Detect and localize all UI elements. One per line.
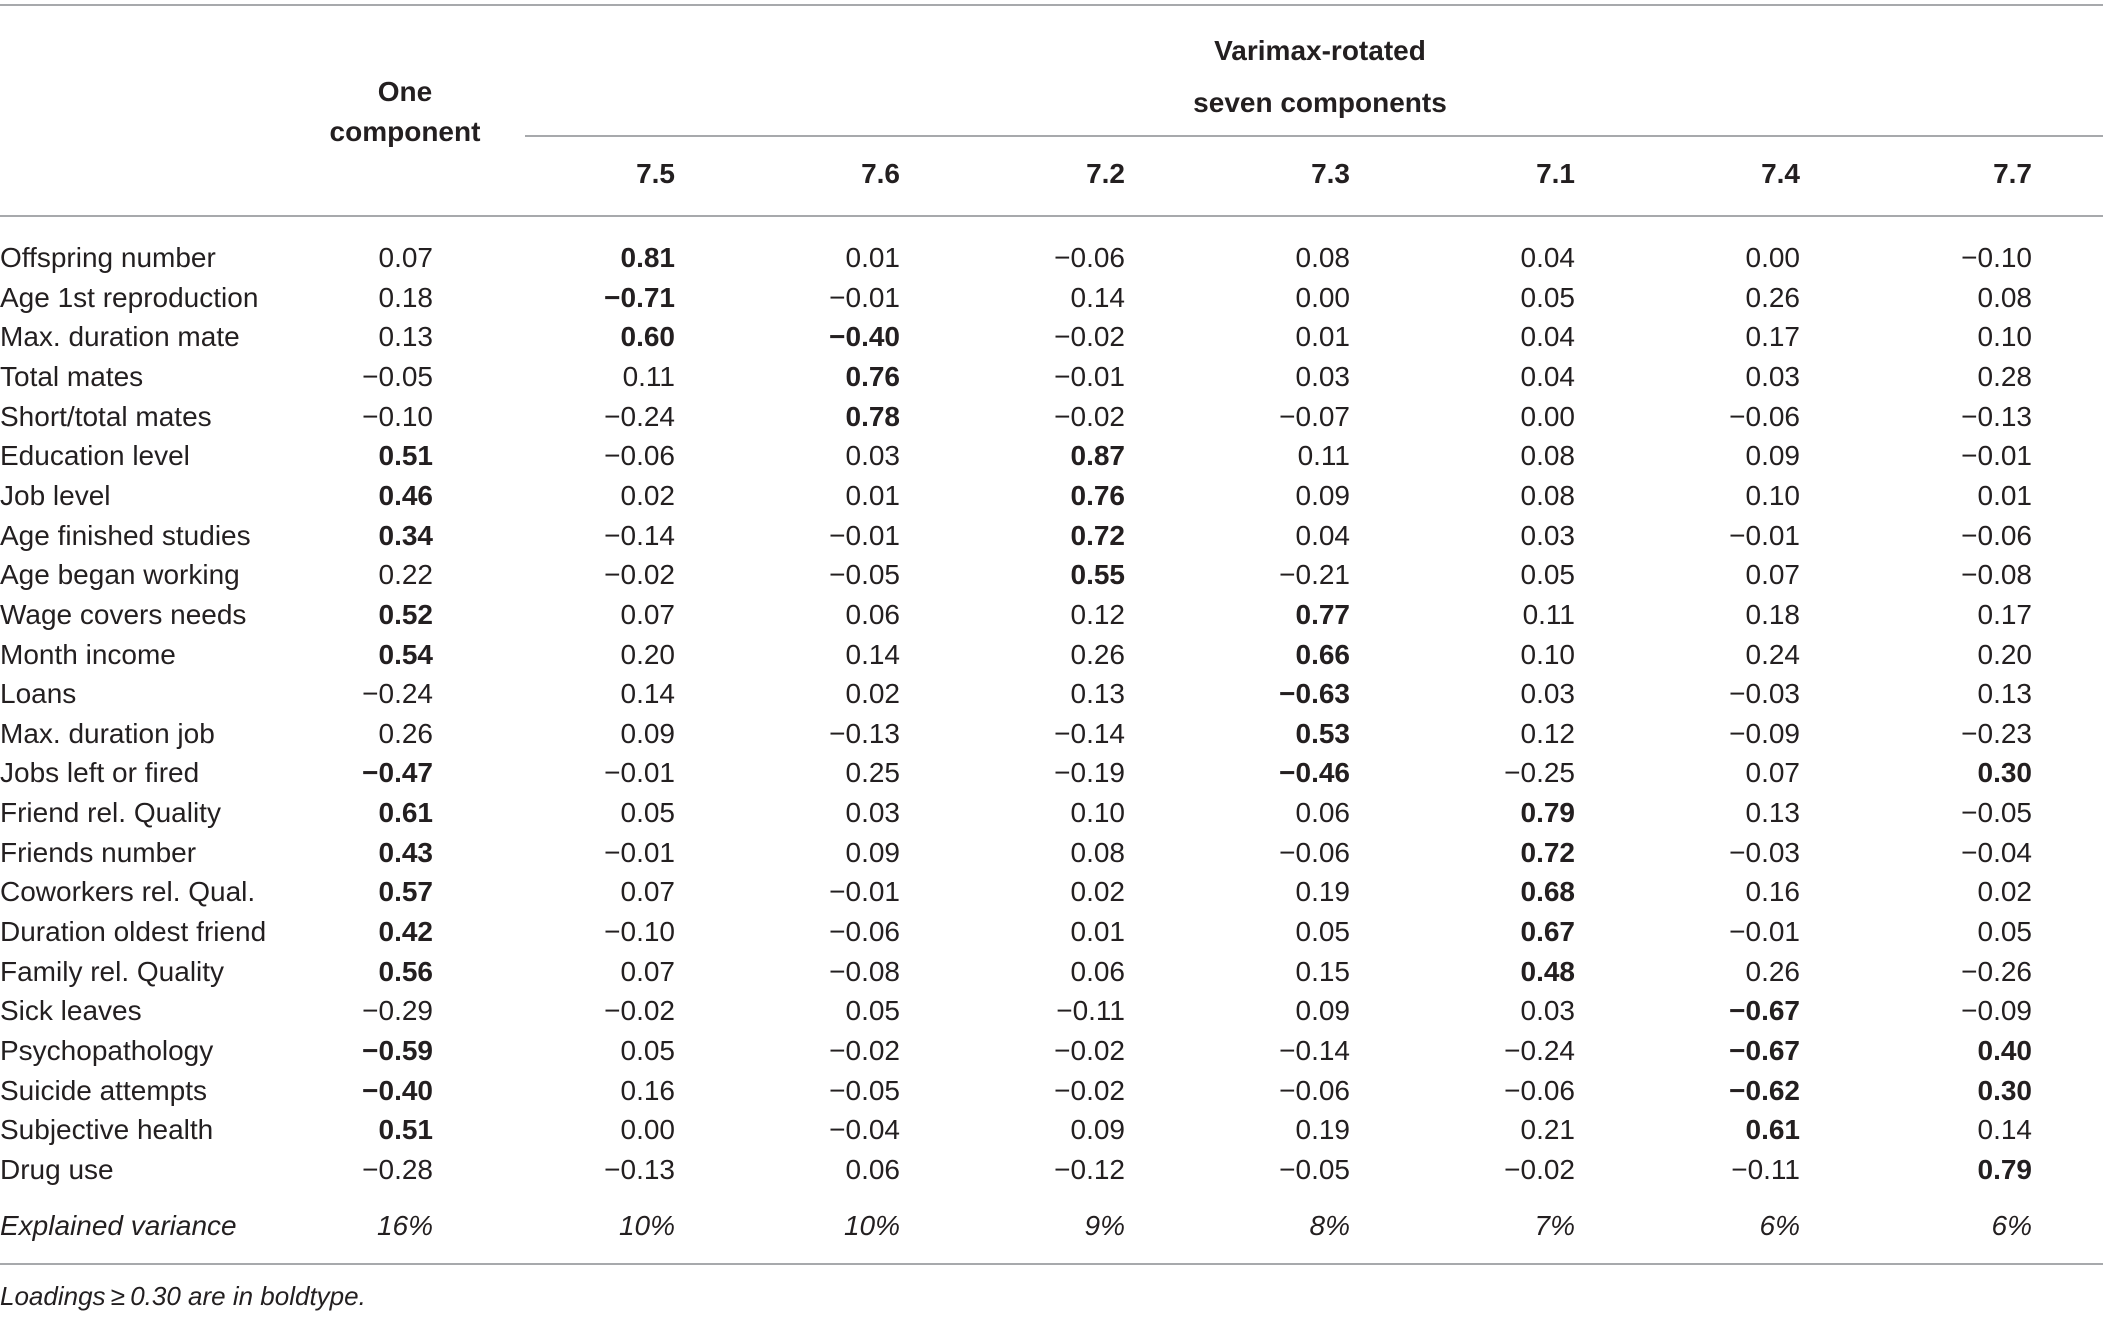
row-label: Short/total mates [0,400,212,432]
loading-cell: −0.62 [1729,1074,1800,1106]
row-label: Friend rel. Quality [0,797,221,829]
table-row [0,714,2103,754]
loading-cell: 0.06 [845,1153,900,1185]
loading-cell: 0.13 [1977,678,2032,710]
table-footnote: Loadings ≥ 0.30 are in boldtype. [0,1281,366,1311]
one-component-cell: 0.52 [378,598,433,630]
table-row [0,912,2103,952]
loading-cell: −0.04 [829,1114,900,1146]
loading-cell: 0.81 [620,242,675,273]
loading-cell: −0.02 [1054,400,1125,432]
loading-cell: −0.14 [1054,717,1125,749]
loading-cell: 0.09 [1070,1114,1125,1146]
loading-cell: 10% [843,1210,900,1241]
header-varimax-line1: Varimax-rotated [1214,35,1426,66]
row-label: Family rel. Quality [0,955,225,987]
loading-cell: 0.68 [1520,876,1575,908]
loading-cell: 0.14 [620,678,675,710]
loading-cell: 0.10 [1520,638,1575,670]
loading-cell: 0.04 [1520,321,1575,353]
loading-cell: 0.08 [1520,440,1575,472]
loading-cell: −0.05 [1279,1153,1350,1185]
one-component-cell: −0.24 [362,678,433,710]
loading-cell: 0.08 [1070,836,1125,868]
loading-cell: 7% [1534,1210,1575,1241]
loading-cell: 0.07 [1745,559,1800,591]
one-component-cell: −0.29 [362,995,433,1027]
col-head-7-6: 7.6 [861,158,900,189]
row-label: Job level [0,479,111,511]
loading-cell: 0.11 [622,360,675,392]
varimax-span-rule [525,135,2103,137]
table-row [0,753,2103,793]
loading-cell: 0.05 [620,1035,675,1066]
loading-cell: −0.02 [1054,1035,1125,1066]
loading-cell: 0.78 [845,400,900,432]
row-label: Age began working [0,559,240,591]
loading-cell: 0.01 [1070,916,1125,948]
loading-cell: 0.04 [1520,242,1575,273]
loading-cell: 0.14 [1977,1114,2032,1146]
loading-cell: −0.02 [1054,1074,1125,1106]
loading-cell: 0.05 [845,995,900,1027]
one-component-cell: −0.47 [362,757,433,789]
loading-cell: 0.28 [1977,360,2032,392]
loading-cell: −0.25 [1504,757,1575,789]
col-head-7-5: 7.5 [636,158,675,189]
table-row [0,516,2103,556]
loading-cell: 0.00 [620,1114,675,1146]
table-row [0,595,2103,635]
loading-cell: 0.61 [1745,1114,1800,1146]
loading-cell: −0.08 [1961,559,2032,591]
loading-cell: −0.03 [1729,836,1800,868]
col-head-7-3: 7.3 [1311,158,1350,189]
loading-cell: 0.00 [1520,400,1575,432]
loading-cell: 0.05 [1520,281,1575,313]
table-row [0,1071,2103,1111]
loading-cell: 0.03 [1520,995,1575,1027]
row-label: Duration oldest friend [0,916,267,948]
table-row [0,476,2103,516]
loading-cell: 0.79 [1520,797,1575,829]
loading-cell: −0.06 [1054,242,1125,273]
loading-cell: −0.01 [1054,360,1125,392]
loading-cell: −0.02 [604,995,675,1027]
table-row [0,397,2103,437]
loading-cell: 0.00 [1745,242,1800,273]
table-row [0,1110,2103,1150]
loading-cell: 0.25 [845,757,900,789]
one-component-cell: 0.42 [378,916,433,948]
loading-cell: 0.06 [845,598,900,630]
loading-cell: 0.01 [845,479,900,511]
one-component-cell: 0.57 [378,876,433,908]
loading-cell: 0.76 [1070,479,1125,511]
loading-cell: −0.23 [1961,717,2032,749]
loading-cell: −0.06 [1279,1074,1350,1106]
loading-cell: −0.11 [1731,1153,1800,1185]
row-label: Jobs left or fired [0,757,200,789]
table-row [0,872,2103,912]
loading-cell: −0.01 [1729,519,1800,551]
loading-cell: −0.01 [829,876,900,908]
loading-cell: 0.09 [620,717,675,749]
loading-cell: −0.71 [604,281,675,313]
loading-cell: −0.13 [829,717,900,749]
loading-cell: −0.13 [604,1153,675,1185]
loading-cell: −0.08 [829,955,900,987]
row-label: Max. duration mate [0,321,240,353]
loading-cell: 0.14 [1070,281,1125,313]
loading-cell: 0.02 [845,678,900,710]
one-component-cell: 0.43 [378,836,433,868]
one-component-cell: −0.59 [362,1035,433,1066]
table-row [0,436,2103,476]
one-component-cell: 0.07 [378,242,433,273]
loading-cell: −0.05 [829,559,900,591]
loading-cell: −0.02 [829,1035,900,1066]
loading-cell: 0.11 [1522,598,1575,630]
loading-cell: 0.11 [1297,440,1350,472]
header-one-line2: component [329,116,481,147]
loading-cell: 0.30 [1977,757,2032,789]
row-label: Sick leaves [0,995,142,1027]
loading-cell: 8% [1309,1210,1350,1241]
table-row [0,357,2103,397]
loading-cell: 0.09 [1295,995,1350,1027]
loading-cell: 0.72 [1070,519,1125,551]
row-label: Psychopathology [0,1035,214,1066]
table-row [0,674,2103,714]
loading-cell: 0.06 [1070,955,1125,987]
loading-cell: −0.07 [1279,400,1350,432]
loading-cell: −0.06 [1729,400,1800,432]
header-varimax [1120,25,1520,129]
loading-cell: 9% [1084,1210,1125,1241]
loading-cell: 0.12 [1520,717,1575,749]
loading-cell: 0.26 [1745,281,1800,313]
header-varimax-line2: seven components [1193,87,1447,118]
loading-cell: 0.08 [1977,281,2032,313]
loading-cell: −0.67 [1729,1035,1800,1066]
loading-cell: 0.16 [620,1074,675,1106]
one-component-cell: 0.54 [378,638,433,670]
loading-cell: 0.04 [1520,360,1575,392]
loading-cell: 10% [618,1210,675,1241]
one-component-cell: 0.13 [378,321,433,353]
loading-cell: 0.03 [1520,519,1575,551]
loading-cell: 0.04 [1295,519,1350,551]
loading-cell: 0.10 [1070,797,1125,829]
one-component-cell: 0.51 [378,440,433,472]
row-label: Coworkers rel. Qual. [0,876,256,908]
loading-cell: 0.16 [1745,876,1800,908]
loading-cell: 0.09 [1295,479,1350,511]
loading-cell: 0.87 [1070,440,1125,472]
row-label: Max. duration job [0,717,215,749]
one-component-cell: 0.26 [378,717,433,749]
loading-cell: 0.05 [1295,916,1350,948]
loading-cell: 0.48 [1520,955,1575,987]
loading-cell: −0.12 [1054,1153,1125,1185]
row-label: Age finished studies [0,519,251,551]
table-top-rule [0,4,2103,6]
row-label: Subjective health [0,1114,214,1146]
one-component-cell: −0.10 [362,400,433,432]
loading-cell: 0.19 [1295,1114,1350,1146]
loading-cell: 0.03 [1745,360,1800,392]
loading-cell: −0.01 [604,757,675,789]
loading-cell: 0.79 [1977,1153,2032,1185]
loading-cell: 0.12 [1070,598,1125,630]
loading-cell: 0.24 [1745,638,1800,670]
row-label: Month income [0,638,176,670]
loading-cell: −0.05 [1961,797,2032,829]
loading-cell: 0.08 [1520,479,1575,511]
row-label: Wage covers needs [0,598,247,630]
loading-cell: −0.06 [604,440,675,472]
loading-cell: −0.13 [1961,400,2032,432]
loading-cell: 0.76 [845,360,900,392]
loading-cell: 0.20 [620,638,675,670]
col-head-7-2: 7.2 [1086,158,1125,189]
col-head-7-1: 7.1 [1536,158,1575,189]
table-row [0,278,2103,318]
row-label: Explained variance [0,1210,237,1241]
loading-cell: 0.03 [1295,360,1350,392]
loading-cell: 0.07 [620,598,675,630]
loading-cell: −0.46 [1279,757,1350,789]
one-component-cell: 0.56 [378,955,433,987]
one-component-cell: 0.34 [378,519,433,551]
header-one-component [305,72,505,152]
loading-cell: −0.01 [604,836,675,868]
loading-cell: −0.09 [1961,995,2032,1027]
loading-cell: −0.14 [1279,1035,1350,1066]
one-component-cell: −0.28 [362,1153,433,1185]
loading-cell: 0.00 [1295,281,1350,313]
loading-cell: 0.01 [1295,321,1350,353]
loading-cell: −0.40 [829,321,900,353]
one-component-cell: 0.61 [378,797,433,829]
loading-cell: −0.03 [1729,678,1800,710]
loading-cell: −0.04 [1961,836,2032,868]
loading-cell: 0.10 [1745,479,1800,511]
table-bottom-rule [0,1263,2103,1265]
loading-cell: 0.01 [845,242,900,273]
row-label: Education level [0,440,190,472]
loading-cell: −0.19 [1054,757,1125,789]
loading-cell: 0.02 [1070,876,1125,908]
loading-cell: −0.21 [1279,559,1350,591]
loading-cell: 0.07 [620,955,675,987]
table-row [0,635,2103,675]
loading-cell: −0.01 [1961,440,2032,472]
loading-cell: 0.01 [1977,479,2032,511]
loading-cell: 0.60 [620,321,675,353]
loading-cell: −0.01 [829,519,900,551]
col-head-7-7: 7.7 [1993,158,2032,189]
loading-cell: 0.55 [1070,559,1125,591]
loading-cell: 6% [1759,1210,1800,1241]
one-component-cell: 0.46 [378,479,433,511]
loading-cell: −0.24 [1504,1035,1575,1066]
loading-cell: 0.26 [1745,955,1800,987]
loading-cell: −0.14 [604,519,675,551]
loading-cell: 0.13 [1070,678,1125,710]
loading-cell: −0.01 [1729,916,1800,948]
row-label: Offspring number [0,242,216,273]
row-label: Suicide attempts [0,1074,207,1106]
loading-cell: 0.07 [620,876,675,908]
loading-cell: −0.09 [1729,717,1800,749]
loading-cell: 0.09 [1745,440,1800,472]
loading-cell: 0.30 [1977,1074,2032,1106]
table-row [0,555,2103,595]
loading-cell: −0.06 [1504,1074,1575,1106]
header-bottom-rule [0,215,2103,217]
loading-cell: 0.72 [1520,836,1575,868]
loading-cell: 0.06 [1295,797,1350,829]
loading-cell: 0.19 [1295,876,1350,908]
loading-cell: −0.24 [604,400,675,432]
loading-cell: −0.02 [1054,321,1125,353]
one-component-cell: −0.05 [362,360,433,392]
table-row [0,952,2103,992]
loading-cell: 0.66 [1295,638,1350,670]
one-component-cell: 0.18 [378,281,433,313]
loading-cell: 0.05 [1520,559,1575,591]
loading-cell: −0.06 [1279,836,1350,868]
loading-cell: −0.26 [1961,955,2032,987]
loading-cell: −0.02 [604,559,675,591]
col-head-7-4: 7.4 [1761,158,1800,189]
loading-cell: 0.13 [1745,797,1800,829]
loading-cell: 0.09 [845,836,900,868]
loading-cell: 0.21 [1520,1114,1575,1146]
loading-cell: 0.77 [1295,598,1350,630]
loading-cell: 0.17 [1977,598,2032,630]
loading-cell: 0.03 [845,440,900,472]
loading-cell: 0.67 [1520,916,1575,948]
row-label: Loans [0,678,77,710]
table-row [0,317,2103,357]
row-label: Total mates [0,360,144,392]
loading-cell: 0.26 [1070,638,1125,670]
row-label: Drug use [0,1153,114,1185]
loading-cell: 0.07 [1745,757,1800,789]
loading-cell: 0.02 [620,479,675,511]
explained-variance-row [0,1206,2103,1246]
loading-cell: 0.40 [1977,1035,2032,1066]
row-label: Friends number [0,836,197,868]
loading-cell: 6% [1991,1210,2032,1241]
table-row [0,1150,2103,1190]
loading-cell: −0.11 [1056,995,1125,1027]
loading-cell: 0.53 [1295,717,1350,749]
one-component-cell: 16% [376,1210,433,1241]
header-one-line1: One [377,76,433,107]
one-component-cell: 0.22 [378,559,433,591]
row-label: Age 1st reproduction [0,281,259,313]
table-row [0,991,2103,1031]
loading-cell: 0.14 [845,638,900,670]
loading-cell: −0.06 [829,916,900,948]
loading-cell: −0.02 [1504,1153,1575,1185]
loading-cell: 0.20 [1977,638,2032,670]
loading-cell: −0.10 [1961,242,2032,273]
table-row [0,833,2103,873]
loading-cell: −0.01 [829,281,900,313]
one-component-cell: −0.40 [362,1074,433,1106]
loading-cell: −0.06 [1961,519,2032,551]
loading-cell: 0.03 [845,797,900,829]
loading-cell: 0.02 [1977,876,2032,908]
table-row [0,238,2103,278]
loading-cell: 0.10 [1977,321,2032,353]
table-row [0,1031,2103,1071]
loading-cell: 0.03 [1520,678,1575,710]
loading-cell: −0.05 [829,1074,900,1106]
loading-cell: 0.18 [1745,598,1800,630]
loading-cell: 0.08 [1295,242,1350,273]
loading-cell: 0.15 [1295,955,1350,987]
loading-cell: −0.10 [604,916,675,948]
loading-cell: −0.63 [1279,678,1350,710]
loading-cell: −0.67 [1729,995,1800,1027]
one-component-cell: 0.51 [378,1114,433,1146]
loading-cell: 0.05 [620,797,675,829]
loading-cell: 0.05 [1977,916,2032,948]
table-row [0,793,2103,833]
loading-cell: 0.17 [1745,321,1800,353]
